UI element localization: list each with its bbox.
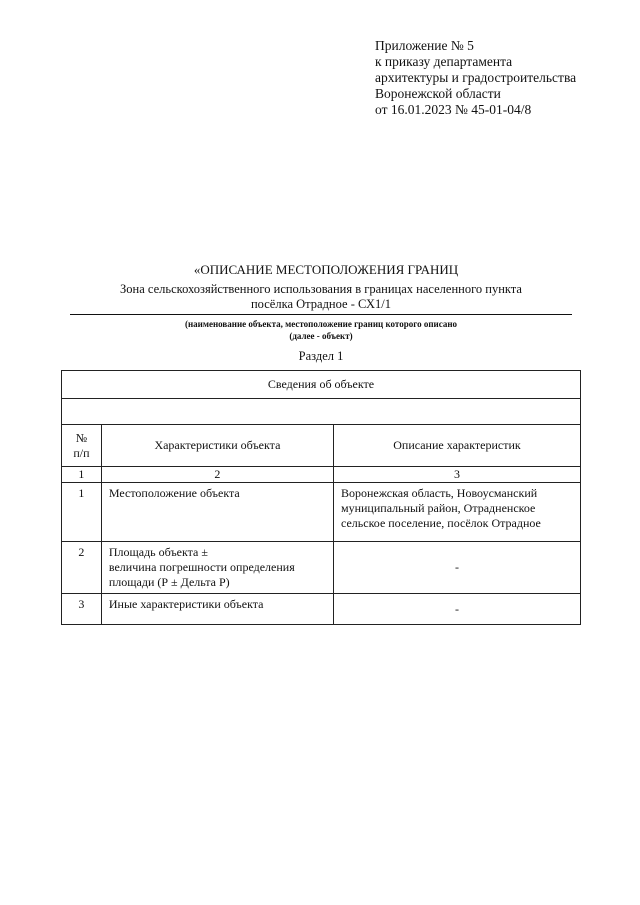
- object-name-line: посёлка Отрадное - СХ1/1: [250, 297, 391, 311]
- column-header-number: [62, 425, 102, 467]
- row-description: [333, 594, 580, 625]
- object-info-table: [61, 370, 581, 625]
- index-cell: 3: [333, 467, 580, 483]
- index-cell: 2: [101, 467, 333, 483]
- caption-line: (наименование объекта, местоположение границ которого описано: [184, 319, 458, 329]
- section-title: Раздел 1: [298, 349, 344, 363]
- index-cell: 1: [62, 467, 102, 483]
- cell-line: величина погрешности определения: [108, 560, 295, 574]
- cell-line: Площадь объекта ±: [108, 545, 208, 559]
- row-number: 3: [62, 594, 102, 625]
- cell-line: сельское поселение, посёлок Отрадное: [340, 516, 541, 530]
- row-number: 1: [62, 483, 102, 542]
- appendix-line: Приложение № 5: [375, 38, 474, 53]
- table-heading-row: [62, 371, 581, 399]
- caption-line: (далее - объект): [289, 331, 353, 341]
- header-text: №: [75, 430, 88, 445]
- cell-line: площади (Р ± Дельта Р): [108, 575, 230, 589]
- row-number: 2: [62, 542, 102, 594]
- row-characteristic: [101, 594, 333, 625]
- empty-row: [62, 399, 581, 425]
- empty-cell: [62, 399, 581, 425]
- appendix-line: к приказу департамента: [375, 54, 513, 69]
- column-header-characteristics: Характеристики объекта: [101, 425, 333, 467]
- appendix-block: [375, 38, 576, 118]
- column-header-row: [62, 425, 581, 467]
- row-characteristic: [101, 542, 333, 594]
- underline-divider: [70, 314, 572, 315]
- cell-line: Воронежская область, Новоусманский: [340, 486, 538, 500]
- table-heading: Сведения об объекте: [62, 371, 581, 399]
- cell-line: Местоположение объекта: [108, 486, 240, 500]
- appendix-line: Воронежской области: [375, 86, 501, 101]
- header-text: п/п: [73, 445, 90, 460]
- table-row: [62, 594, 581, 625]
- appendix-line: от 16.01.2023 № 45-01-04/8: [375, 102, 532, 117]
- column-header-description: Описание характеристик: [333, 425, 580, 467]
- document-title: «ОПИСАНИЕ МЕСТОПОЛОЖЕНИЯ ГРАНИЦ: [193, 262, 459, 277]
- table-row: [62, 542, 581, 594]
- table-row: [62, 483, 581, 542]
- row-description: [333, 542, 580, 594]
- cell-line: Иные характеристики объекта: [108, 597, 264, 611]
- appendix-line: архитектуры и градостроительства: [375, 70, 577, 85]
- row-description: [333, 483, 580, 542]
- object-name-line: Зона сельскохозяйственного использования в границах населенного пункта: [120, 282, 522, 296]
- field-caption: [62, 318, 580, 342]
- cell-line: -: [454, 601, 459, 616]
- cell-line: муниципальный район, Отрадненское: [340, 501, 536, 515]
- row-characteristic: [101, 483, 333, 542]
- cell-line: -: [454, 560, 459, 574]
- index-row: [62, 467, 581, 483]
- title-block: [62, 262, 580, 312]
